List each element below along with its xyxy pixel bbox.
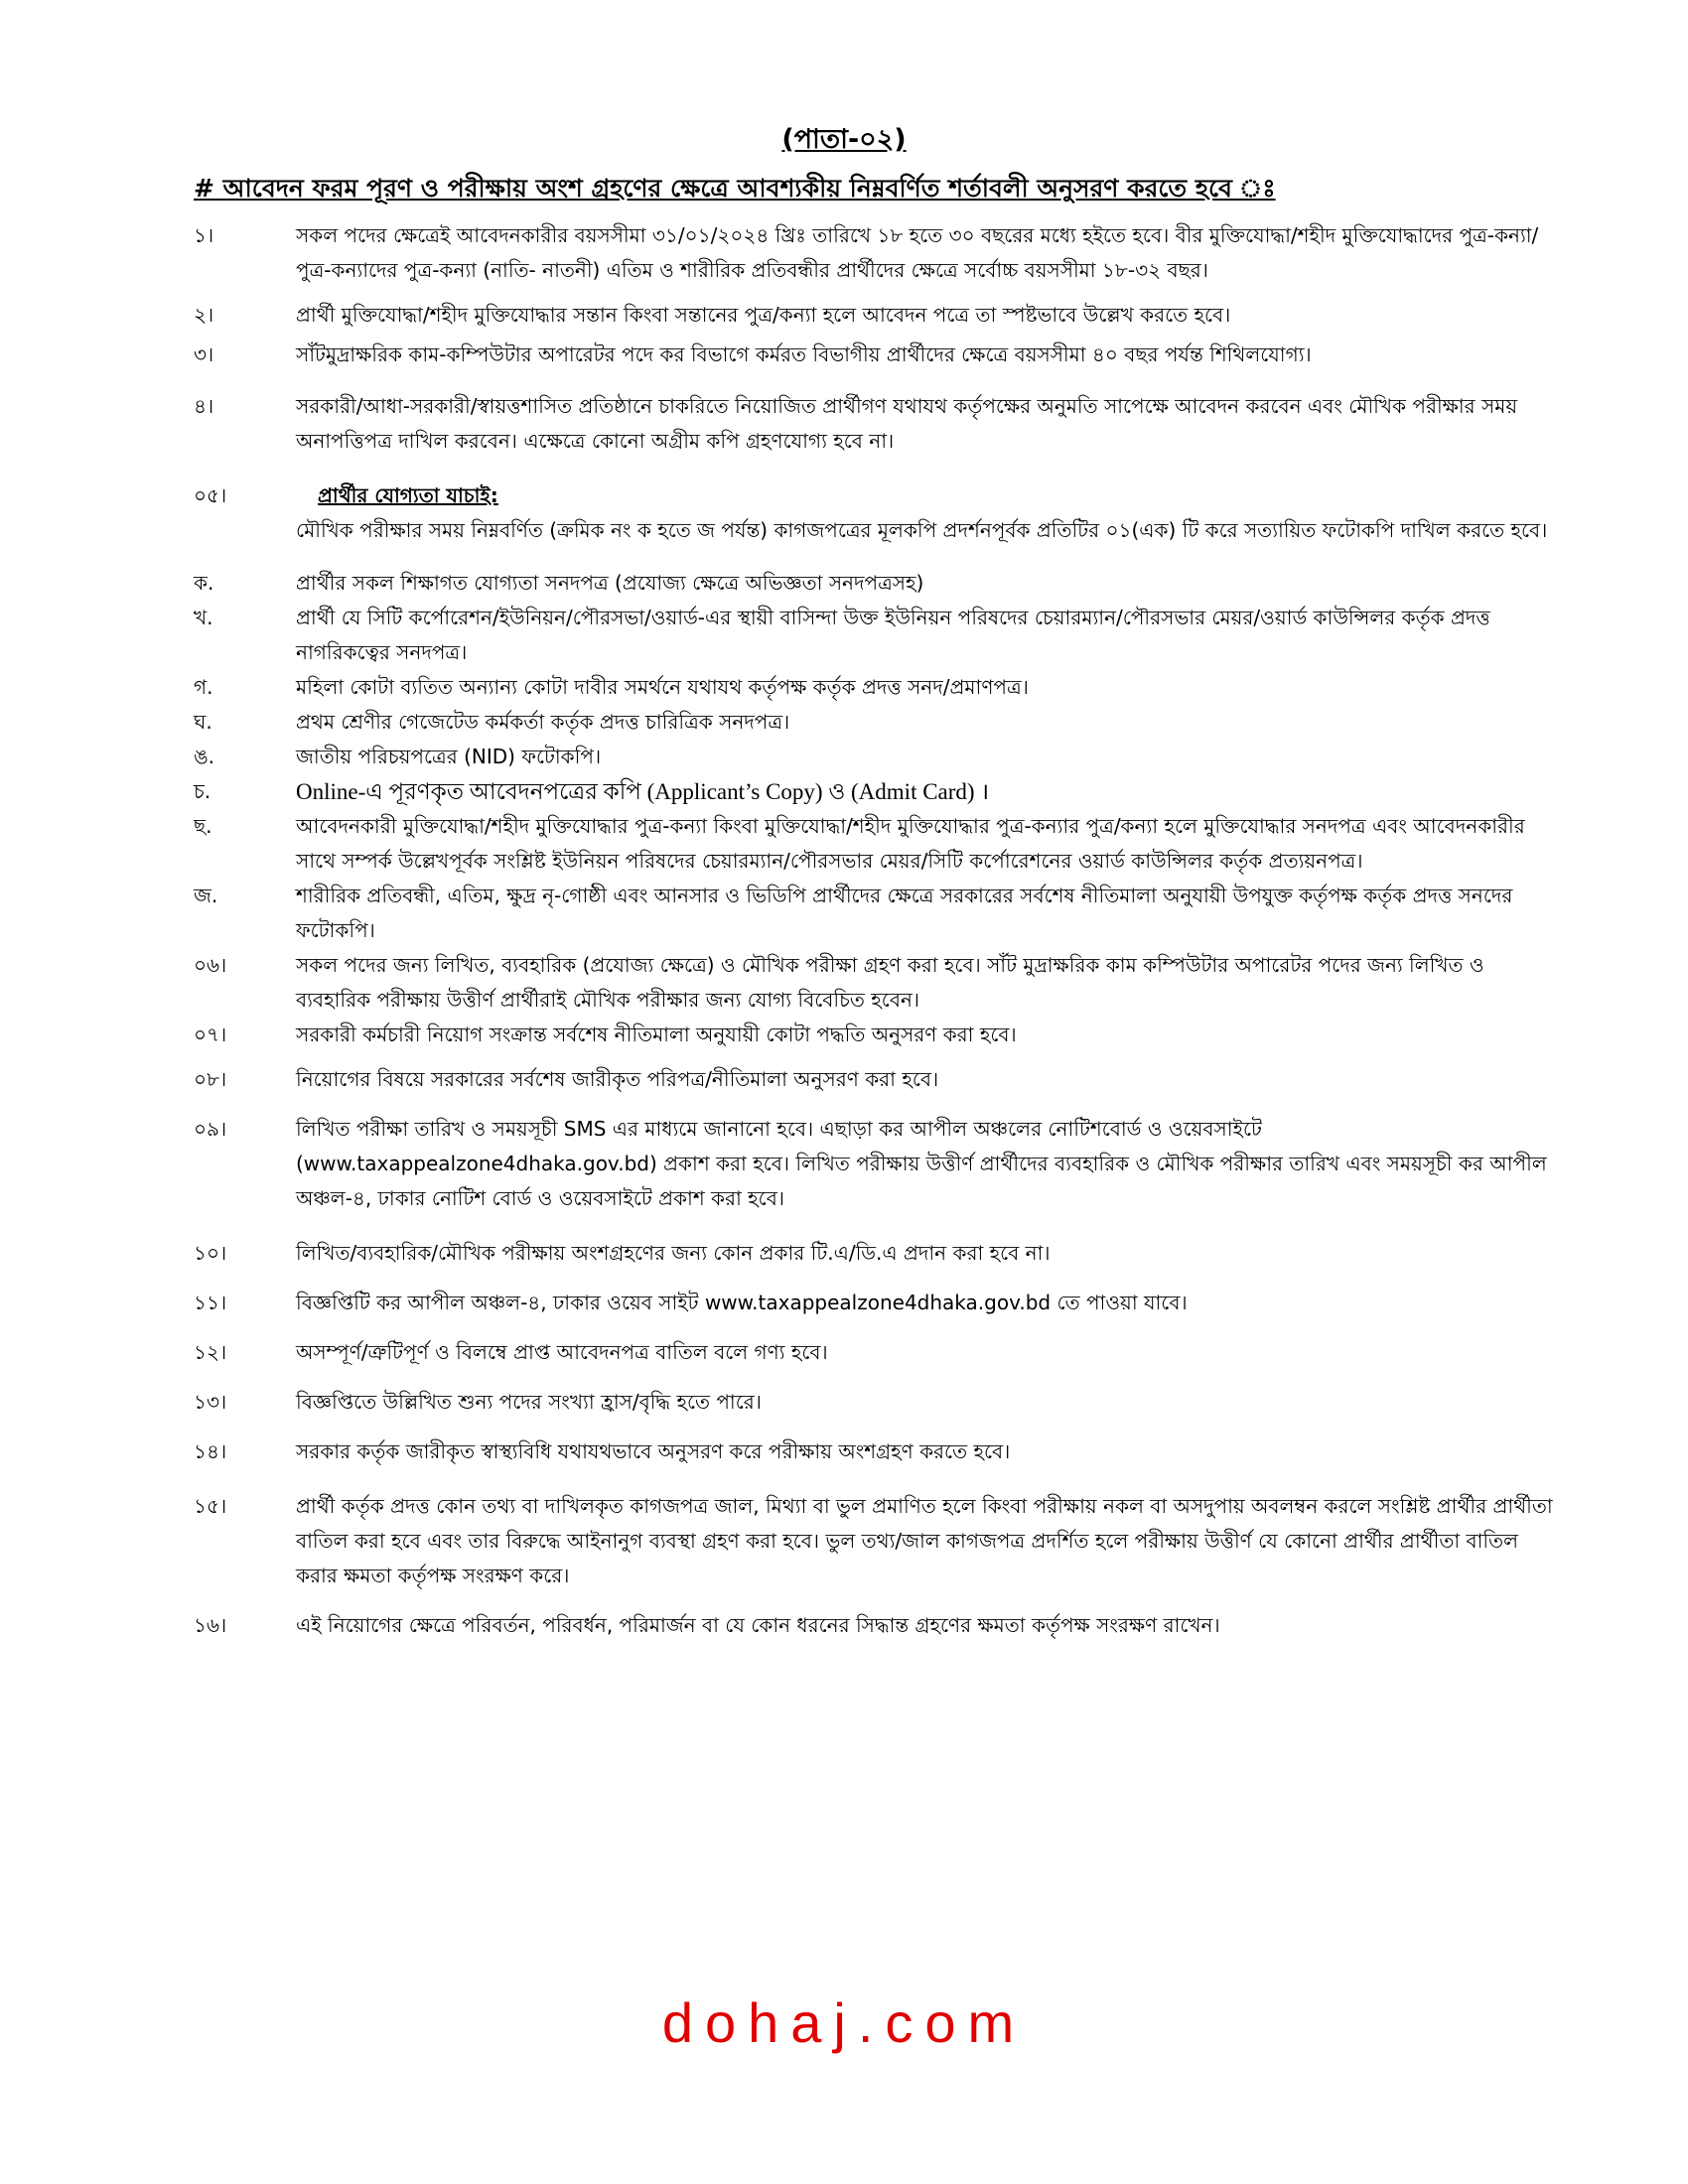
item-text: বিজ্ঞপ্তিতে উল্লিখিত শুন্য পদের সংখ্যা হ্রাস/বৃদ্ধি হতে পারে।: [296, 1390, 762, 1414]
item-number: ০৫।: [194, 483, 227, 507]
item-number: ১৬।: [194, 1613, 227, 1637]
list-item: [194, 1018, 1554, 1052]
item-text: সরকারী কর্মচারী নিয়োগ সংক্রান্ত সর্বশেষ নীতিমালা অনুযায়ী কোটা পদ্ধতি অনুসরণ করা হবে।: [296, 1023, 1017, 1046]
list-item: [194, 1236, 1554, 1271]
item-number: গ.: [194, 675, 213, 699]
item-number: ১১।: [194, 1291, 227, 1314]
list-item: [194, 1434, 1554, 1469]
list-item: [194, 1112, 1554, 1216]
item-number: ০৭।: [194, 1023, 227, 1046]
item-number: ০৬।: [194, 953, 227, 977]
item-text: নিয়োগের বিষয়ে সরকারের সর্বশেষ জারীকৃত পরিপত্র/নীতিমালা অনুসরণ করা হবে।: [296, 1067, 939, 1091]
item-number: ঘ.: [194, 710, 212, 734]
list-item: [194, 740, 1554, 774]
item-text: Online-এ পূরণকৃত আবেদনপত্রের কপি (Applicant’s Copy) ও (Admit Card) ।: [296, 779, 990, 804]
list-item: [194, 774, 1554, 809]
item-number: ১৪।: [194, 1439, 227, 1463]
list-item: [194, 1489, 1554, 1593]
item-text: প্রার্থী যে সিটি কর্পোরেশন/ইউনিয়ন/পৌরসভা/ওয়ার্ড-এর স্থায়ী বাসিন্দা উক্ত ইউনিয়ন পরিষদের চেয়ারম্যান/পৌরসভার মেয়র/ওয়ার্ড কাউন্সিলর কর্তৃক প্রদত্ত নাগরিকত্বের সনদপত্র।: [296, 606, 1490, 664]
list-item: [194, 1385, 1554, 1420]
list-item: [194, 338, 1554, 372]
conditions-heading: # আবেদন ফরম পূরণ ও পরীক্ষায় অংশ গ্রহণের ক্ষেত্রে আবশ্যকীয় নিম্নবর্ণিত শর্তাবলী অনুসরণ করতে হবে ঃ: [194, 174, 1276, 203]
list-item: [194, 298, 1554, 333]
item-text: প্রার্থী কর্তৃক প্রদত্ত কোন তথ্য বা দাখিলকৃত কাগজপত্র জাল, মিথ্যা বা ভুল প্রমাণিত হলে কিংবা পরীক্ষায় নকল বা অসদুপায় অবলম্বন করলে সংশ্লিষ্ট প্রার্থীর প্রার্থীতা বাতিল করা হবে এবং তার বিরুদ্ধে আইনানুগ ব্যবস্থা গ্রহণ করা হবে। ভুল তথ্য/জাল কাগজপত্র প্রদর্শিত হলে পরীক্ষায় উত্তীর্ণ যে কোনো প্রার্থীর প্রার্থীতা বাতিল করার ক্ষমতা কর্তৃপক্ষ সংরক্ষণ করে।: [296, 1494, 1553, 1587]
item-text: এই নিয়োগের ক্ষেত্রে পরিবর্তন, পরিবর্ধন, পরিমার্জন বা যে কোন ধরনের সিদ্ধান্ত গ্রহণের ক্ষমতা কর্তৃপক্ষ সংরক্ষণ রাখেন।: [296, 1613, 1220, 1637]
item-text: জাতীয় পরিচয়পত্রের (NID) ফটোকপি।: [296, 745, 602, 768]
item-text: শারীরিক প্রতিবন্ধী, এতিম, ক্ষুদ্র নৃ-গোষ্ঠী এবং আনসার ও ভিডিপি প্রার্থীদের ক্ষেত্রে সরকারের সর্বশেষ নীতিমালা অনুযায়ী উপযুক্ত কর্তৃপক্ষ কর্তৃক প্রদত্ত সনদের ফটোকপি।: [296, 884, 1513, 942]
list-item: [194, 389, 1554, 459]
item-number: চ.: [194, 779, 211, 803]
list-item: [194, 705, 1554, 740]
item-text: সরকারী/আধা-সরকারী/স্বায়ত্তশাসিত প্রতিষ্ঠানে চাকরিতে নিয়োজিত প্রার্থীগণ যথাযথ কর্তৃপক্ষের অনুমতি সাপেক্ষে আবেদন করবেন এবং মৌখিক পরীক্ষার সময় অনাপত্তিপত্র দাখিল করবেন। এক্ষেত্রে কোনো অগ্রীম কপি গ্রহণযোগ্য হবে না।: [296, 394, 1518, 453]
item-text: সরকার কর্তৃক জারীকৃত স্বাস্থ্যবিধি যথাযথভাবে অনুসরণ করে পরীক্ষায় অংশগ্রহণ করতে হবে।: [296, 1439, 1011, 1463]
list-item: [194, 478, 1554, 548]
item-number: ৪।: [194, 394, 214, 418]
list-item: [194, 670, 1554, 705]
item-text: সকল পদের জন্য লিখিত, ব্যবহারিক (প্রযোজ্য ক্ষেত্রে) ও মৌখিক পরীক্ষা গ্রহণ করা হবে। সাঁট মুদ্রাক্ষরিক কাম কম্পিউটার অপারেটর পদের জন্য লিখিত ও ব্যবহারিক পরীক্ষায় উত্তীর্ণ প্রার্থীরাই মৌখিক পরীক্ষার জন্য যোগ্য বিবেচিত হবেন।: [296, 953, 1484, 1012]
item-text: প্রার্থী মুক্তিযোদ্ধা/শহীদ মুক্তিযোদ্ধার সন্তান কিংবা সন্তানের পুত্র/কন্যা হলে আবেদন পত্রে তা স্পষ্টভাবে উল্লেখ করতে হবে।: [296, 303, 1231, 327]
item-number: ১২।: [194, 1340, 227, 1364]
item-text: লিখিত পরীক্ষা তারিখ ও সময়সূচী SMS এর মাধ্যমে জানানো হবে। এছাড়া কর আপীল অঞ্চলের নোটিশবোর্ড ও ওয়েবসাইটে (www.taxappealzone4dhaka.gov.bd) প্রকাশ করা হবে। লিখিত পরীক্ষায় উত্তীর্ণ প্রার্থীদের ব্যবহারিক ও মৌখিক পরীক্ষার তারিখ এবং সময়সূচী কর আপীল অঞ্চল-৪, ঢাকার নোটিশ বোর্ড ও ওয়েবসাইটে প্রকাশ করা হবে।: [296, 1117, 1547, 1210]
item-number: ৩।: [194, 342, 214, 366]
item-text: মৌখিক পরীক্ষার সময় নিম্নবর্ণিত (ক্রমিক নং ক হতে জ পর্যন্ত) কাগজপত্রের মূলকপি প্রদর্শনপূর্বক প্রতিটির ০১(এক) টি করে সত্যায়িত ফটোকপি দাখিল করতে হবে।: [296, 518, 1548, 542]
item-number: ১৫।: [194, 1494, 227, 1518]
site-watermark: dohaj.com: [661, 1991, 1027, 2054]
list-item: [194, 601, 1554, 670]
item-number: ১৩।: [194, 1390, 227, 1414]
item-number: ঙ.: [194, 745, 215, 768]
item-number: জ.: [194, 884, 218, 907]
item-number: ০৯।: [194, 1117, 227, 1141]
list-item: [194, 1286, 1554, 1320]
page-number-label: (পাতা-০২): [781, 124, 907, 155]
list-item: [194, 1335, 1554, 1370]
list-item: [194, 1608, 1554, 1643]
item-text: অসম্পূর্ণ/ত্রুটিপূর্ণ ও বিলম্বে প্রাপ্ত আবেদনপত্র বাতিল বলে গণ্য হবে।: [296, 1340, 828, 1364]
item-number: ক.: [194, 571, 214, 595]
list-item: [194, 948, 1554, 1018]
item-text: মহিলা কোটা ব্যতিত অন্যান্য কোটা দাবীর সমর্থনে যথাযথ কর্তৃপক্ষ কর্তৃক প্রদত্ত সনদ/প্রমাণপত্র।: [296, 675, 1029, 699]
list-item: [194, 1062, 1554, 1097]
item-text: বিজ্ঞপ্তিটি কর আপীল অঞ্চল-৪, ঢাকার ওয়েব সাইট www.taxappealzone4dhaka.gov.bd তে পাওয়া যাবে।: [296, 1291, 1188, 1314]
item-number: ১।: [194, 223, 214, 247]
item-number: ছ.: [194, 814, 212, 838]
list-item: [194, 566, 1554, 601]
item-number: ১০।: [194, 1241, 227, 1265]
list-item: [194, 218, 1554, 288]
item-text: আবেদনকারী মুক্তিযোদ্ধা/শহীদ মুক্তিযোদ্ধার পুত্র-কন্যা কিংবা মুক্তিযোদ্ধা/শহীদ মুক্তিযোদ্ধার পুত্র-কন্যার পুত্র/কন্যা হলে মুক্তিযোদ্ধার সনদপত্র এবং আবেদনকারীর সাথে সম্পর্ক উল্লেখপূর্বক সংশ্লিষ্ট ইউনিয়ন পরিষদের চেয়ারম্যান/পৌরসভার মেয়র/সিটি কর্পোরেশনের ওয়ার্ড কাউন্সিলর কর্তৃক প্রত্যয়নপত্র।: [296, 814, 1525, 873]
list-item: [194, 879, 1554, 948]
item-text: প্রার্থীর সকল শিক্ষাগত যোগ্যতা সনদপত্র (প্রযোজ্য ক্ষেত্রে অভিজ্ঞতা সনদপত্রসহ): [296, 571, 924, 595]
item-number: খ.: [194, 606, 213, 629]
list-item: [194, 809, 1554, 879]
item-number: ২।: [194, 303, 214, 327]
qualification-check-title: প্রার্থীর যোগ্যতা যাচাই:: [318, 483, 498, 507]
item-text: সকল পদের ক্ষেত্রেই আবেদনকারীর বয়সসীমা ৩১/০১/২০২৪ খ্রিঃ তারিখে ১৮ হতে ৩০ বছরের মধ্যে হইতে হবে। বীর মুক্তিযোদ্ধা/শহীদ মুক্তিযোদ্ধাদের পুত্র-কন্যা/পুত্র-কন্যাদের পুত্র-কন্যা (নাতি- নাতনী) এতিম ও শারীরিক প্রতিবন্ধীর প্রার্থীদের ক্ষেত্রে সর্বোচ্চ বয়সসীমা ১৮-৩২ বছর।: [296, 223, 1539, 282]
item-text: প্রথম শ্রেণীর গেজেটেড কর্মকর্তা কর্তৃক প্রদত্ত চারিত্রিক সনদপত্র।: [296, 710, 790, 734]
item-number: ০৮।: [194, 1067, 227, 1091]
item-text: সাঁটমুদ্রাক্ষরিক কাম-কম্পিউটার অপারেটর পদে কর বিভাগে কর্মরত বিভাগীয় প্রার্থীদের ক্ষেত্রে বয়সসীমা ৪০ বছর পর্যন্ত শিথিলযোগ্য।: [296, 342, 1312, 366]
item-text: লিখিত/ব্যবহারিক/মৌখিক পরীক্ষায় অংশগ্রহণের জন্য কোন প্রকার টি.এ/ডি.এ প্রদান করা হবে না।: [296, 1241, 1051, 1265]
